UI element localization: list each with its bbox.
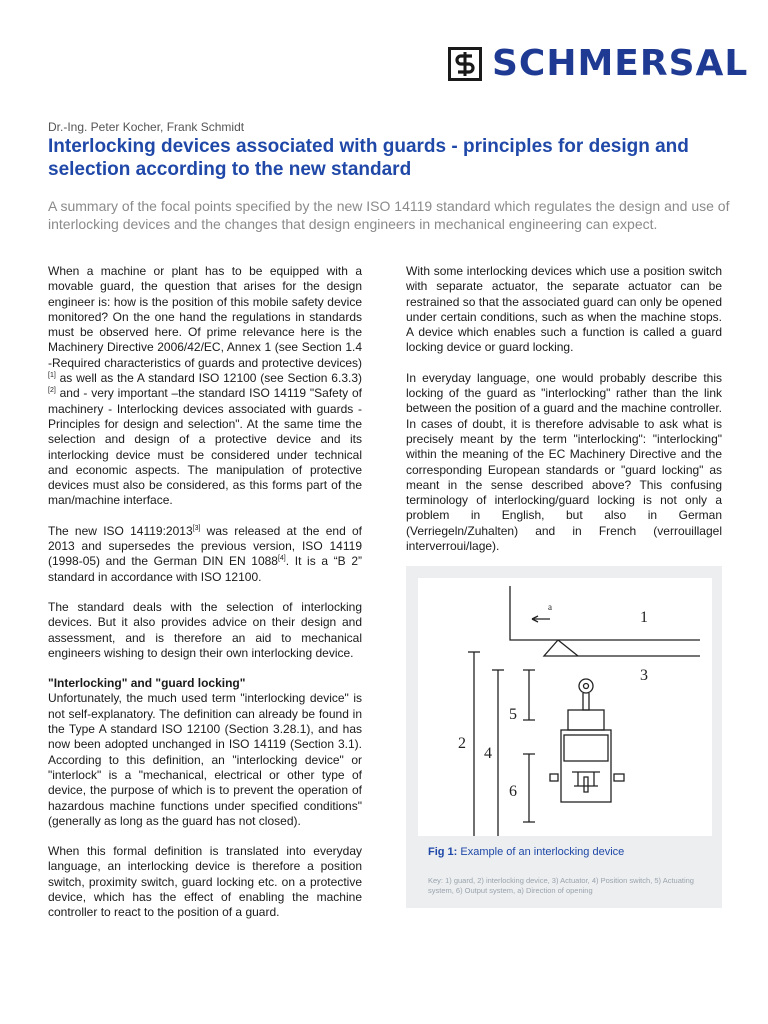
paragraph: The new ISO 14119:2013[3] was released at the end of 2013 and supersedes the previous version, ISO 14119 (1998-05) and the German DIN EN 1088[4]. It is a “B 2” standard in accordance with ISO 12100. [48, 523, 363, 584]
brand-logo [448, 44, 748, 84]
authors: Dr.-Ing. Peter Kocher, Frank Schmidt [48, 120, 245, 134]
paragraph: When this formal definition is translated into everyday language, an interlocking device is therefore a position switch, proximity switch, guard locking etc. on a protective device, which has the effect of enabling the machine controller to react to the position of a guard. [48, 844, 362, 920]
paragraph: With some interlocking devices which use a position switch with separate actuator, the separate actuator can be restrained so that the associated guard can only be opened under certain conditions, such as when the machine stops. A device which enables such a function is called a guard locking device or guard locking. [406, 264, 722, 355]
paragraph: In everyday language, one would probably describe this locking of the guard as "interlocking" rather than the link between the position of a guard and the machine controller. In cases of doubt, it is therefore advisable to ask what is precisely meant by the term "interlocking": "interlocking" within the meaning of the EC Machinery Directive and the corresponding European standards or "guard locking" as meant in the sense described above? This confusing terminology of interlocking/guard locking is not only a problem in English, but also in German (Verriegeln/Zuhalten) and in French (verrouillagel interverroui/lage). [406, 370, 722, 554]
article-title: Interlocking devices associated with guards - principles for design and selection according to the new standard [48, 136, 689, 180]
figure-caption [428, 846, 713, 858]
right-column [406, 264, 722, 569]
reference-marker[interactable]: [2] [48, 387, 56, 395]
reference-marker[interactable]: [1] [48, 372, 56, 380]
label-6: 6 [509, 783, 517, 800]
label-a: a [548, 602, 552, 612]
schmersal-logo-icon [448, 47, 482, 81]
label-5: 5 [509, 706, 517, 723]
label-4: 4 [484, 745, 492, 762]
paragraph: The standard deals with the selection of interlocking devices. But it also provides advice on their design and assessment, and is therefore an aid to mechanical engineers wishing to design their own interlocking device. [48, 599, 362, 660]
label-2: 2 [458, 735, 466, 752]
figure-1 [406, 566, 722, 908]
section-heading: "Interlocking" and "guard locking" [48, 676, 246, 691]
reference-marker[interactable]: [3] [192, 524, 201, 532]
figure-caption-text: Example of an interlocking device [457, 846, 625, 858]
left-column [48, 264, 362, 936]
figure-key: Key: 1) guard, 2) interlocking device, 3) Actuator, 4) Position switch, 5) Actuating system, 6) Output system, a) Direction of opening [428, 876, 694, 895]
paragraph: Unfortunately, the much used term "interlocking device" is not self-explanatory. The definition can already be found in the Type A standard ISO 12100 (Section 3.28.1), and has now been adopted unchanged in ISO 14119 (Section 3.1). According to this definition, an "interlocking device" or "interlock" is a "mechanical, electrical or other type of device, the purpose of which is to prevent the operation of hazardous machine functions under specified conditions" (generally as long as the guard has not closed). [48, 691, 362, 828]
reference-marker[interactable]: [4] [277, 555, 286, 563]
paragraph: When a machine or plant has to be equipped with a movable guard, the question that arises for the design engineer is: how is the position of this mobile safety device monitored? On the one hand the regulations in standards must be observed here. Of prime relevance here is the Machinery Directive 2006/42/EC, Annex 1 (see Section 1.4 -Required characteristics of guards and protective devices)[1] as well as the A standard ISO 12100 (see Section 6.3.3)[2] and - very important –the standard ISO 14119 "Safety of machinery - Interlocking devices associated with guards - Principles for design and selection". At the same time the selection and design of a protective device and its interlocking device must be considered under technical and economic aspects. The manipulation of protective devices must also be considered, as this forms part of the man/machine interface. [48, 264, 362, 508]
label-3: 3 [640, 667, 648, 684]
brand-name: SCHMERSAL [492, 43, 749, 84]
article-subtitle: A summary of the focal points specified by the new ISO 14119 standard which regulates the design and use of interlocking devices and the changes that design engineers in mechanical engineering can expect. [48, 198, 730, 232]
figure-caption-label: Fig 1: [428, 846, 458, 858]
interlocking-device-diagram [418, 578, 712, 836]
label-1: 1 [640, 609, 648, 626]
